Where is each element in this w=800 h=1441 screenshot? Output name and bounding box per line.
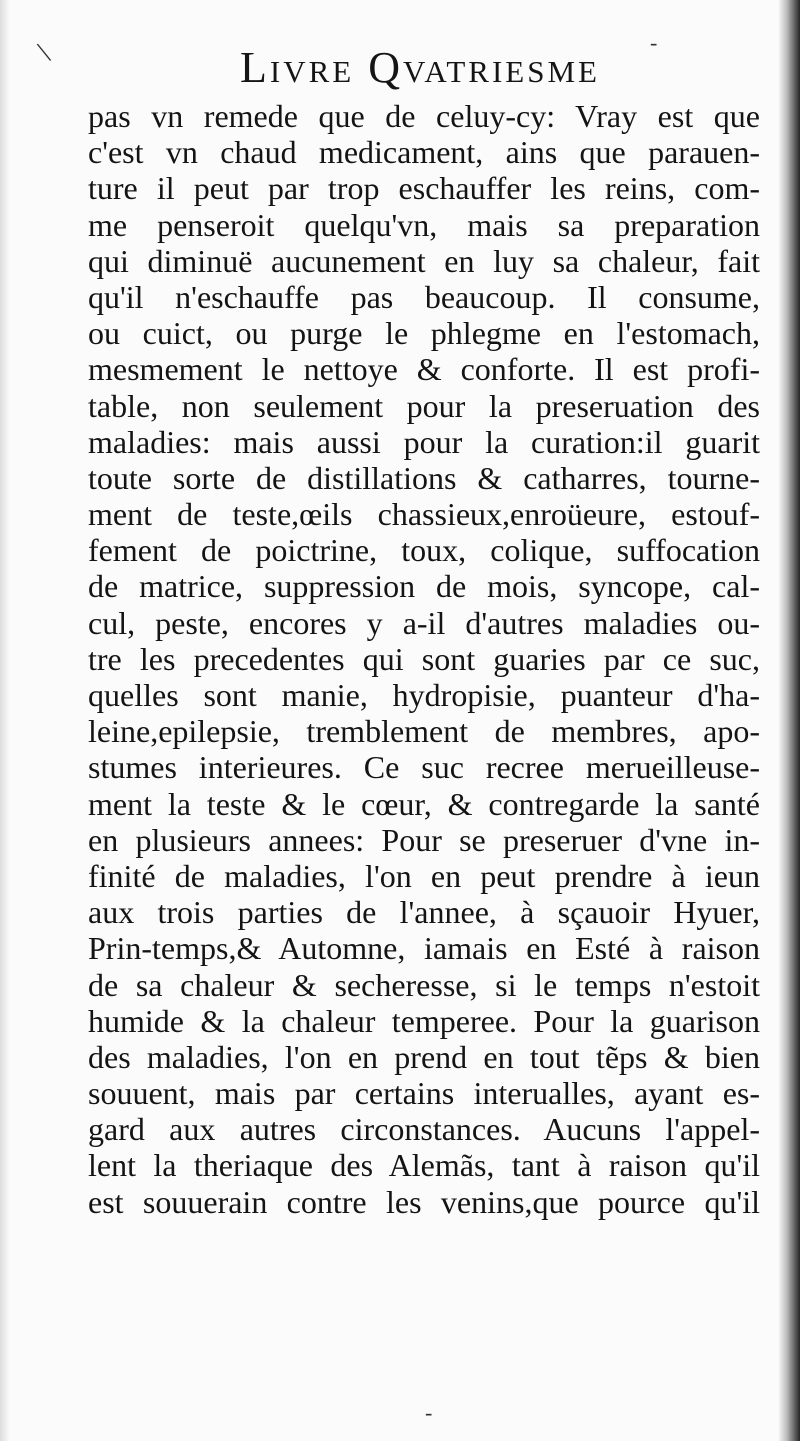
text-line: table, non seulement pour la preseruation des: [88, 387, 760, 424]
text-line: est souuerain contre les venins,que pource qu'il: [88, 1183, 760, 1220]
text-line: qu'il n'eschauffe pas beaucoup. Il consume,: [88, 278, 760, 315]
text-line: tre les precedentes qui sont guaries par ce suc,: [88, 640, 760, 677]
text-line: ou cuict, ou purge le phlegme en l'estomach,: [88, 315, 760, 352]
text-line: me penseroit quelqu'vn, mais sa preparation: [88, 206, 760, 243]
text-line: Prin-temps,& Automne, iamais en Esté à raison: [88, 930, 760, 967]
text-line: ment la teste & le cœur, & contregarde la santé: [88, 785, 760, 822]
text-line: toute sorte de distillations & catharres, tourne-: [88, 459, 760, 496]
text-line: humide & la chaleur temperee. Pour la guarison: [88, 1002, 760, 1039]
text-line: quelles sont manie, hydropisie, puanteur d'ha-: [88, 677, 760, 713]
text-line: fement de poictrine, toux, colique, suffocation: [88, 532, 760, 569]
margin-mark-top-left: \: [34, 35, 54, 70]
text-line: pas vn remede que de celuy-cy: Vray est que: [88, 98, 760, 134]
text-line: mesmement le nettoye & conforte. Il est profi-: [88, 351, 760, 388]
margin-mark-top-right: -: [650, 30, 658, 55]
text-line: souuent, mais par certains interualles, ayant es-: [88, 1075, 760, 1112]
text-line: en plusieurs annees: Pour se preseruer d'vne in-: [88, 821, 760, 858]
body-text: [88, 98, 760, 1220]
text-line: ment de teste,œils chassieux,enroüeure, estouf-: [88, 496, 760, 533]
text-line: gard aux autres circonstances. Aucuns l'appel-: [88, 1111, 760, 1148]
page-edge-shadow-right: [778, 0, 800, 1441]
margin-mark-bottom: -: [425, 1400, 433, 1425]
text-line: stumes interieures. Ce suc recree merueilleuse-: [88, 749, 760, 786]
text-line: maladies: mais aussi pour la curation:il guarit: [88, 423, 760, 460]
text-line: leine,epilepsie, tremblement de membres, apo-: [88, 713, 760, 750]
text-line: ture il peut par trop eschauffer les reins, com-: [88, 170, 760, 207]
text-line: de matrice, suppression de mois, syncope, cal-: [88, 568, 760, 605]
text-line: c'est vn chaud medicament, ains que parauen-: [88, 134, 760, 171]
text-line: de sa chaleur & secheresse, si le temps n'estoit: [88, 966, 760, 1003]
running-head: Livre Qvatriesme: [240, 43, 600, 92]
text-line: qui diminuë aucunement en luy sa chaleur, fait: [88, 242, 760, 279]
text-line: des maladies, l'on en prend en tout tẽps & bien: [88, 1038, 760, 1075]
page-edge-shadow-left: [0, 0, 10, 1441]
text-line: aux trois parties de l'annee, à sçauoir Hyuer,: [88, 894, 760, 931]
text-line: cul, peste, encores y a-il d'autres maladies ou-: [88, 604, 760, 641]
text-line: finité de maladies, l'on en peut prendre à ieun: [88, 857, 760, 894]
text-line: lent la theriaque des Alemãs, tant à raison qu'il: [88, 1147, 760, 1184]
